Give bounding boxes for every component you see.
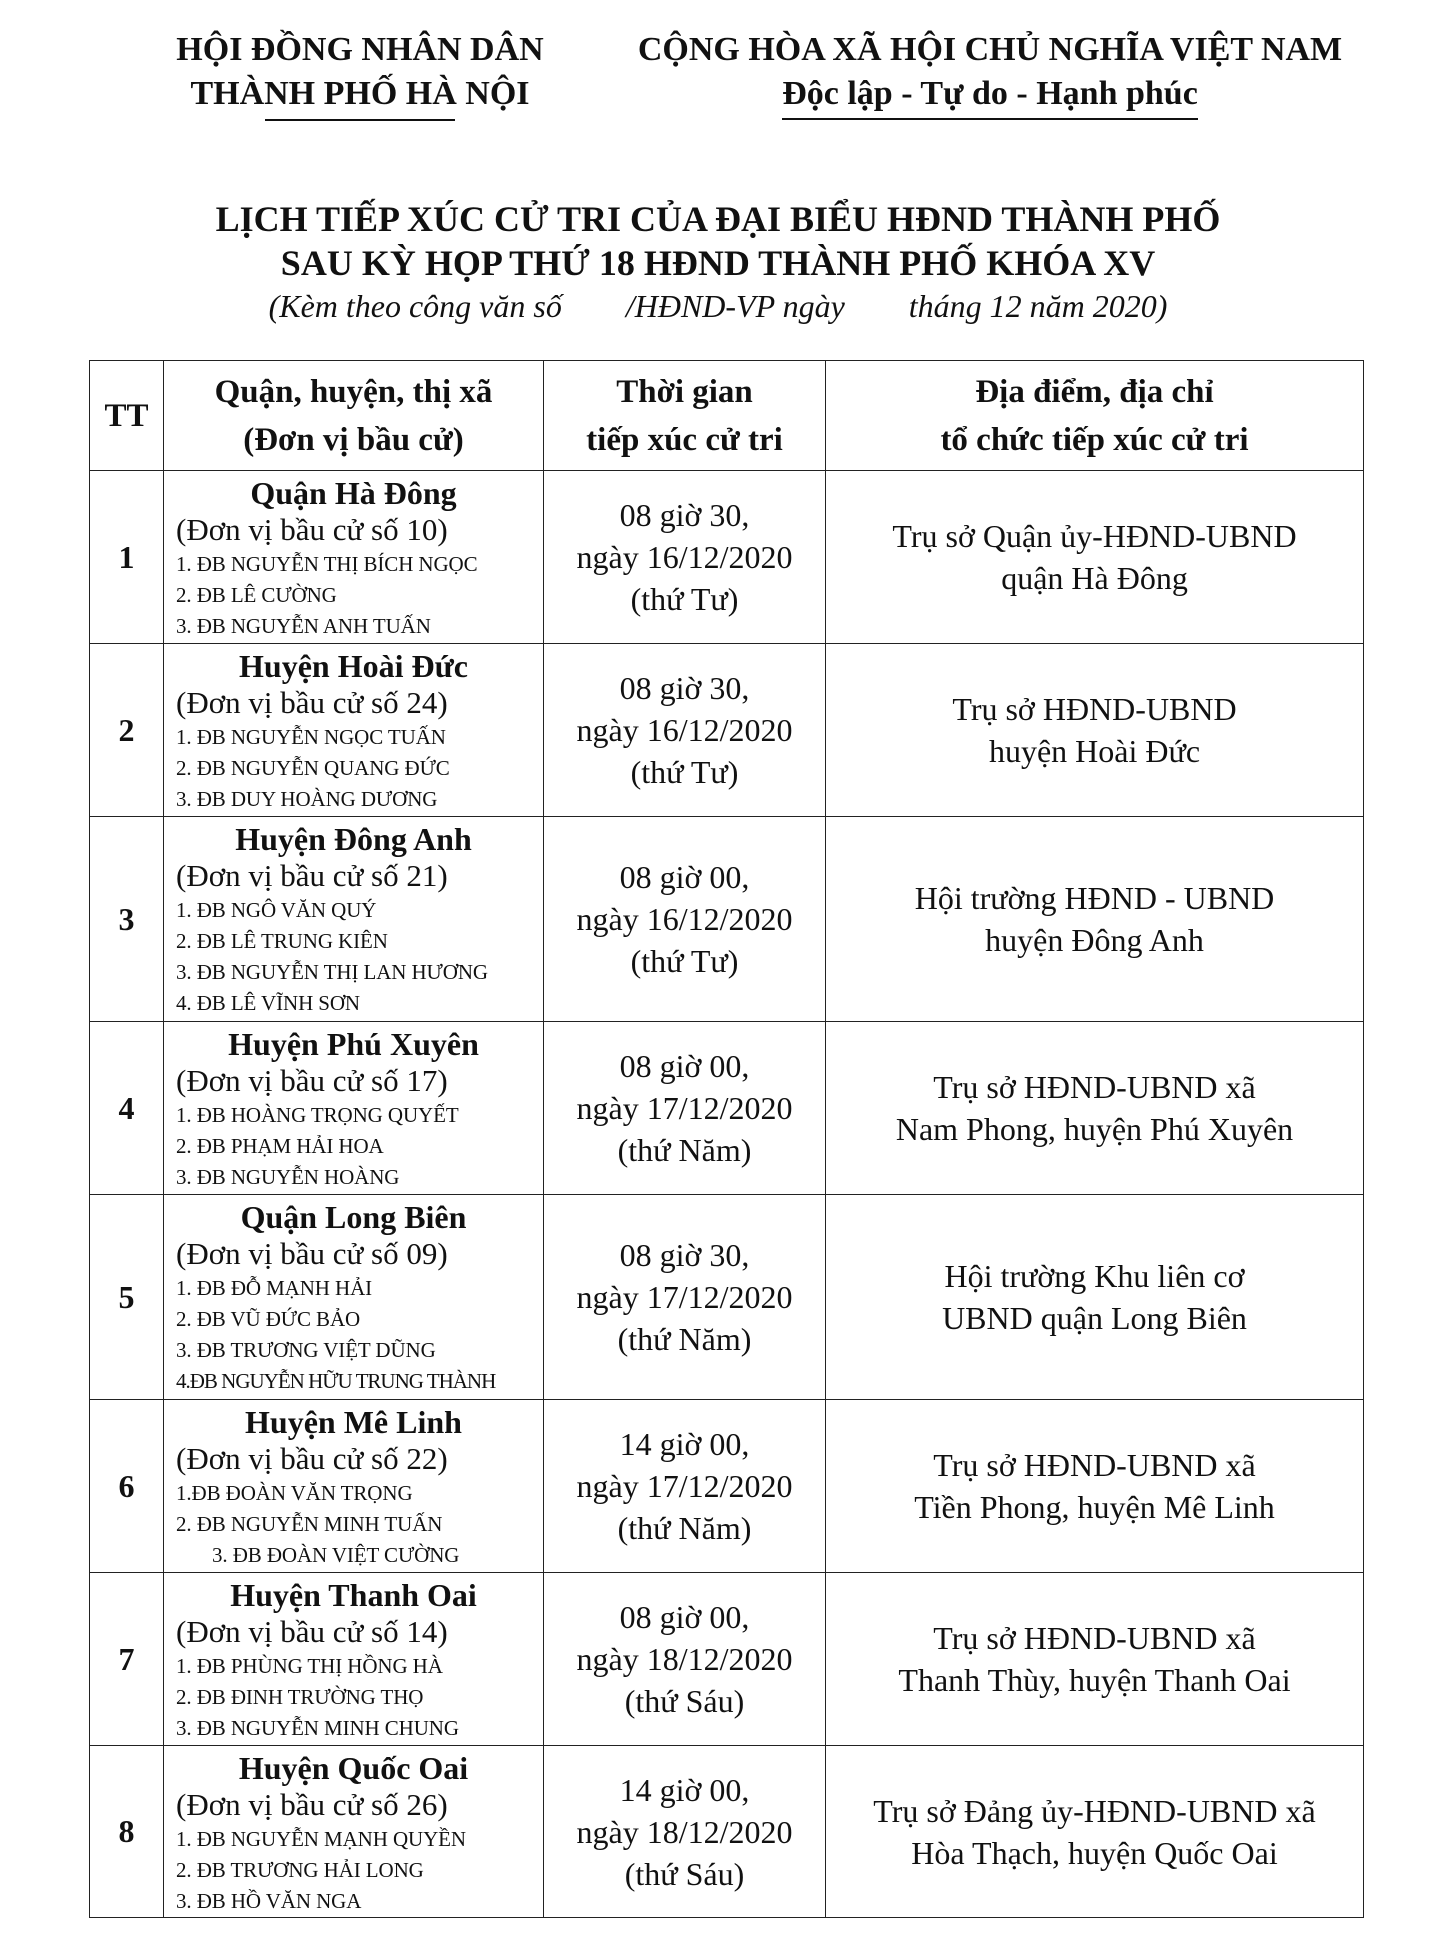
delegate: 1. ĐB PHÙNG THỊ HỒNG HÀ <box>176 1654 443 1678</box>
place-cell <box>826 1022 1364 1195</box>
delegate: 3. ĐB ĐOÀN VIỆT CƯỜNG <box>212 1543 460 1567</box>
unit-cell <box>164 1573 544 1746</box>
row-number: 6 <box>90 1400 164 1573</box>
unit-name: Huyện Mê Linh <box>245 1404 462 1440</box>
delegate: 1.ĐB ĐOÀN VĂN TRỌNG <box>176 1481 413 1505</box>
delegate: 2. ĐB NGUYỄN QUANG ĐỨC <box>176 756 450 780</box>
time-weekday: (thứ Tư) <box>630 581 739 617</box>
place-line: huyện Hoài Đức <box>988 733 1201 769</box>
place-line: Tiền Phong, huyện Mê Linh <box>914 1489 1275 1525</box>
place-line: Thanh Thùy, huyện Thanh Oai <box>898 1662 1291 1698</box>
time-date: ngày 17/12/2020 <box>576 1279 793 1315</box>
time-cell <box>544 817 826 1022</box>
issuer-line-2: THÀNH PHỐ HÀ NỘI <box>190 72 529 116</box>
table-row <box>90 817 1364 1022</box>
document-title-line-2: SAU KỲ HỌP THỨ 18 HĐND THÀNH PHỐ KHÓA XV <box>280 243 1156 283</box>
column-header-time-line-2: tiếp xúc cử tri <box>586 421 783 458</box>
row-number: 2 <box>90 644 164 817</box>
time-hour: 08 giờ 30, <box>619 497 750 533</box>
delegate: 2. ĐB LÊ CƯỜNG <box>176 583 337 607</box>
place-line: UBND quận Long Biên <box>942 1300 1247 1336</box>
column-header-unit-line-2: (Đơn vị bầu cử) <box>243 421 464 458</box>
column-header-time-line-1: Thời gian <box>616 373 753 410</box>
place-line: Trụ sở HĐND-UBND xã <box>933 1069 1256 1105</box>
unit-name: Huyện Đông Anh <box>235 821 472 857</box>
time-hour: 14 giờ 00, <box>619 1771 750 1808</box>
row-number: 3 <box>90 817 164 1022</box>
time-date: ngày 16/12/2020 <box>576 539 793 575</box>
issuer-header <box>150 28 570 116</box>
delegate: 3. ĐB HỒ VĂN NGA <box>176 1889 362 1913</box>
unit-name: Huyện Quốc Oai <box>238 1750 469 1786</box>
place-line: Trụ sở HĐND-UBND xã <box>933 1447 1256 1483</box>
time-cell <box>544 1746 826 1918</box>
unit-code: (Đơn vị bầu cử số 14) <box>176 1614 448 1649</box>
column-header-unit-line-1: Quận, huyện, thị xã <box>214 373 493 410</box>
time-weekday: (thứ Sáu) <box>624 1855 745 1892</box>
time-cell <box>544 1573 826 1746</box>
time-cell <box>544 644 826 817</box>
table-row <box>90 1746 1364 1918</box>
table-row <box>90 471 1364 644</box>
row-number: 1 <box>90 471 164 644</box>
delegate: 2. ĐB LÊ TRUNG KIÊN <box>176 929 388 953</box>
unit-cell <box>164 1400 544 1573</box>
time-hour: 08 giờ 00, <box>619 1599 750 1635</box>
unit-code: (Đơn vị bầu cử số 21) <box>176 858 448 893</box>
unit-cell <box>164 817 544 1022</box>
unit-name: Huyện Thanh Oai <box>230 1577 477 1613</box>
place-line: quận Hà Đông <box>1001 560 1188 596</box>
document-title-line-1: LỊCH TIẾP XÚC CỬ TRI CỦA ĐẠI BIỂU HĐND THÀNH PHỐ <box>215 199 1221 239</box>
delegate: 2. ĐB VŨ ĐỨC BẢO <box>176 1307 361 1331</box>
time-date: ngày 16/12/2020 <box>576 901 793 937</box>
time-cell <box>544 471 826 644</box>
delegate: 3. ĐB NGUYỄN HOÀNG <box>176 1165 400 1189</box>
delegate: 1. ĐB NGÔ VĂN QUÝ <box>176 898 377 922</box>
place-cell <box>826 1573 1364 1746</box>
time-weekday: (thứ Năm) <box>617 1132 752 1168</box>
time-hour: 14 giờ 00, <box>619 1426 750 1462</box>
issuer-line-1: HỘI ĐỒNG NHÂN DÂN <box>176 31 544 68</box>
time-date: ngày 16/12/2020 <box>576 712 793 748</box>
time-date: ngày 18/12/2020 <box>576 1641 793 1677</box>
place-line: Hội trường HĐND - UBND <box>914 880 1275 916</box>
time-hour: 08 giờ 00, <box>619 1048 750 1084</box>
document-subtitle: (Kèm theo công văn số /HĐND-VP ngày tháng 12 năm 2020) <box>268 288 1168 324</box>
time-cell <box>544 1400 826 1573</box>
place-cell <box>826 1195 1364 1400</box>
time-hour: 08 giờ 30, <box>619 1237 750 1273</box>
unit-cell <box>164 471 544 644</box>
delegate: 1. ĐB ĐỖ MẠNH HẢI <box>176 1276 373 1300</box>
time-weekday: (thứ Tư) <box>630 754 739 790</box>
delegate: 2. ĐB PHẠM HẢI HOA <box>176 1134 384 1158</box>
time-date: ngày 17/12/2020 <box>576 1090 793 1126</box>
place-cell <box>826 817 1364 1022</box>
unit-cell <box>164 1746 544 1918</box>
time-weekday: (thứ Năm) <box>617 1510 752 1546</box>
time-cell <box>544 1195 826 1400</box>
time-weekday: (thứ Năm) <box>617 1321 752 1357</box>
place-line: Hòa Thạch, huyện Quốc Oai <box>911 1834 1278 1871</box>
delegate: 2. ĐB ĐINH TRƯỜNG THỌ <box>176 1685 424 1709</box>
delegate: 1. ĐB NGUYỄN NGỌC TUẤN <box>176 725 446 749</box>
delegate: 2. ĐB NGUYỄN MINH TUẤN <box>176 1512 443 1536</box>
column-header-tt: TT <box>90 361 164 471</box>
row-number: 8 <box>90 1746 164 1918</box>
unit-code: (Đơn vị bầu cử số 10) <box>176 512 448 547</box>
unit-cell <box>164 644 544 817</box>
unit-name: Quận Long Biên <box>240 1199 467 1235</box>
time-weekday: (thứ Tư) <box>630 943 739 979</box>
delegate: 3. ĐB NGUYỄN THỊ LAN HƯƠNG <box>176 960 488 984</box>
place-line: huyện Đông Anh <box>985 922 1204 958</box>
place-line: Hội trường Khu liên cơ <box>944 1258 1245 1294</box>
time-hour: 08 giờ 30, <box>619 670 750 706</box>
table-row <box>90 644 1364 817</box>
delegate: 3. ĐB NGUYỄN MINH CHUNG <box>176 1716 459 1740</box>
unit-code: (Đơn vị bầu cử số 09) <box>176 1236 448 1271</box>
table-row <box>90 1400 1364 1573</box>
place-cell <box>826 1400 1364 1573</box>
place-cell <box>826 471 1364 644</box>
delegate: 2. ĐB TRƯƠNG HẢI LONG <box>176 1858 424 1882</box>
place-line: Trụ sở Đảng ủy-HĐND-UBND xã <box>873 1792 1316 1829</box>
unit-name: Quận Hà Đông <box>250 475 457 511</box>
row-number: 5 <box>90 1195 164 1400</box>
time-date: ngày 17/12/2020 <box>576 1468 793 1504</box>
unit-code: (Đơn vị bầu cử số 26) <box>176 1787 448 1822</box>
place-line: Nam Phong, huyện Phú Xuyên <box>895 1111 1294 1147</box>
time-hour: 08 giờ 00, <box>619 859 750 895</box>
national-motto: Độc lập - Tự do - Hạnh phúc <box>782 72 1198 116</box>
column-header-place <box>826 361 1364 471</box>
national-title: CỘNG HÒA XÃ HỘI CHỦ NGHĨA VIỆT NAM <box>637 31 1343 68</box>
row-number: 7 <box>90 1573 164 1746</box>
delegate: 4.ĐB NGUYỄN HỮU TRUNG THÀNH <box>176 1369 496 1393</box>
place-line: Trụ sở HĐND-UBND xã <box>933 1620 1256 1656</box>
unit-code: (Đơn vị bầu cử số 17) <box>176 1063 448 1098</box>
table-row <box>90 1573 1364 1746</box>
national-header <box>600 28 1380 116</box>
unit-code: (Đơn vị bầu cử số 24) <box>176 685 448 720</box>
place-cell <box>826 644 1364 817</box>
column-header-time <box>544 361 826 471</box>
table-row <box>90 1195 1364 1400</box>
delegate: 1. ĐB NGUYỄN THỊ BÍCH NGỌC <box>176 552 478 576</box>
unit-name: Huyện Hoài Đức <box>239 648 468 684</box>
delegate: 3. ĐB TRƯƠNG VIỆT DŨNG <box>176 1338 436 1362</box>
place-line: Trụ sở HĐND-UBND <box>952 691 1237 727</box>
unit-cell <box>164 1022 544 1195</box>
time-weekday: (thứ Sáu) <box>624 1683 745 1719</box>
delegate: 3. ĐB DUY HOÀNG DƯƠNG <box>176 787 438 811</box>
table-header-row <box>90 361 1364 471</box>
delegate: 4. ĐB LÊ VĨNH SƠN <box>176 991 360 1015</box>
schedule-table <box>89 360 1364 1918</box>
time-date: ngày 18/12/2020 <box>576 1813 793 1850</box>
unit-name: Huyện Phú Xuyên <box>228 1026 479 1062</box>
time-cell <box>544 1022 826 1195</box>
delegate: 1. ĐB NGUYỄN MẠNH QUYỀN <box>176 1827 466 1851</box>
place-cell <box>826 1746 1364 1918</box>
unit-code: (Đơn vị bầu cử số 22) <box>176 1441 448 1476</box>
table-row <box>90 1022 1364 1195</box>
unit-cell <box>164 1195 544 1400</box>
place-line: Trụ sở Quận ủy-HĐND-UBND <box>892 518 1297 554</box>
column-header-place-line-2: tổ chức tiếp xúc cử tri <box>940 421 1249 458</box>
column-header-place-line-1: Địa điểm, địa chỉ <box>975 373 1214 410</box>
delegate: 3. ĐB NGUYỄN ANH TUẤN <box>176 614 431 638</box>
delegate: 1. ĐB HOÀNG TRỌNG QUYẾT <box>176 1103 459 1127</box>
column-header-unit <box>164 361 544 471</box>
row-number: 4 <box>90 1022 164 1195</box>
